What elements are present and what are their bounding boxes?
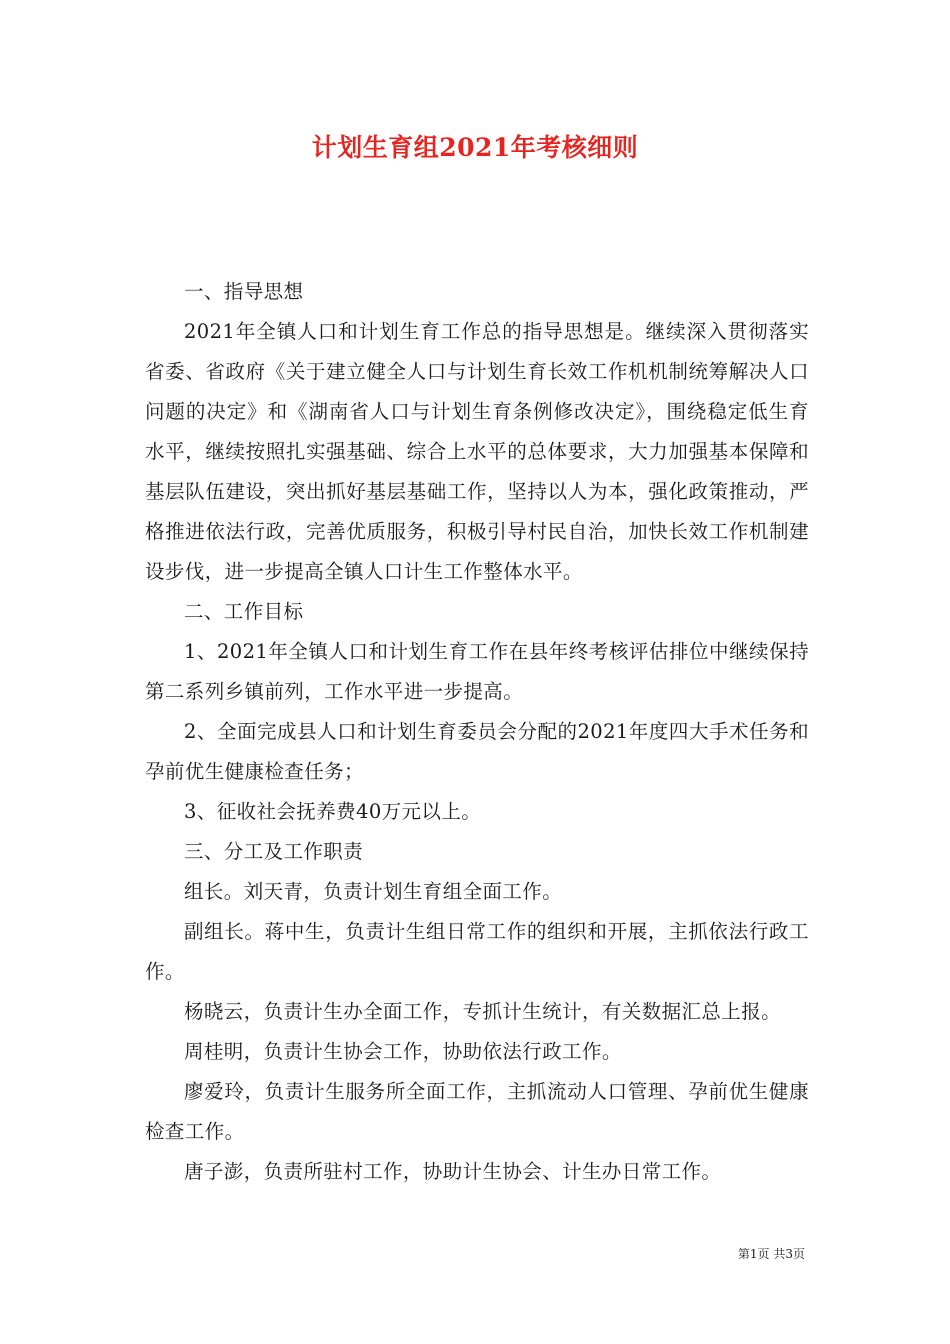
duty-yang-xiaoyun: 杨晓云，负责计生办全面工作，专抓计生统计，有关数据汇总上报。: [184, 1000, 782, 1023]
goal-item-1: 1、2021年全镇人口和计划生育工作在县年终考核评估排位中继续保持第二系列乡镇前列，工作水平进一步提高。: [145, 640, 809, 703]
paragraph-guiding-thought: 2021年全镇人口和计划生育工作总的指导思想是。继续深入贯彻落实省委、省政府《关于建立健全人口与计划生育长效工作机机制统筹解决人口问题的决定》和《湖南省人口与计划生育条例修改决定》，围绕稳定低生育水平，继续按照扎实强基础、综合上水平的总体要求，大力加强基本保障和基层队伍建设，突出抓好基层基础工作，坚持以人为本，强化政策推动，严格推进依法行政，完善优质服务，积极引导村民自治，加快长效工作机制建设步伐，进一步提高全镇人口计生工作整体水平。: [145, 320, 809, 583]
section-heading-work-goals: 二、工作目标: [184, 600, 304, 623]
goal-item-2: 2、全面完成县人口和计划生育委员会分配的2021年度四大手术任务和孕前优生健康检查任务；: [145, 720, 809, 783]
duty-liao-ailing: 廖爱玲，负责计生服务所全面工作，主抓流动人口管理、孕前优生健康检查工作。: [145, 1080, 809, 1143]
goal-item-3: 3、征收社会抚养费40万元以上。: [184, 800, 482, 823]
document-title: 计划生育组2021年考核细则: [311, 133, 639, 162]
section-heading-responsibilities: 三、分工及工作职责: [184, 840, 364, 863]
document-body: [145, 272, 809, 1192]
section-heading-guiding-thought: 一、指导思想: [184, 280, 304, 303]
page-number: 第1页 共3页: [737, 1247, 805, 1261]
duty-zhou-guiming: 周桂明，负责计生协会工作，协助依法行政工作。: [184, 1040, 622, 1063]
duty-tang-zipeng: 唐子澎，负责所驻村工作，协助计生协会、计生办日常工作。: [184, 1160, 722, 1183]
duty-team-leader: 组长。刘天青，负责计划生育组全面工作。: [184, 880, 563, 903]
duty-deputy-leader: 副组长。蒋中生，负责计生组日常工作的组织和开展，主抓依法行政工作。: [145, 920, 809, 983]
